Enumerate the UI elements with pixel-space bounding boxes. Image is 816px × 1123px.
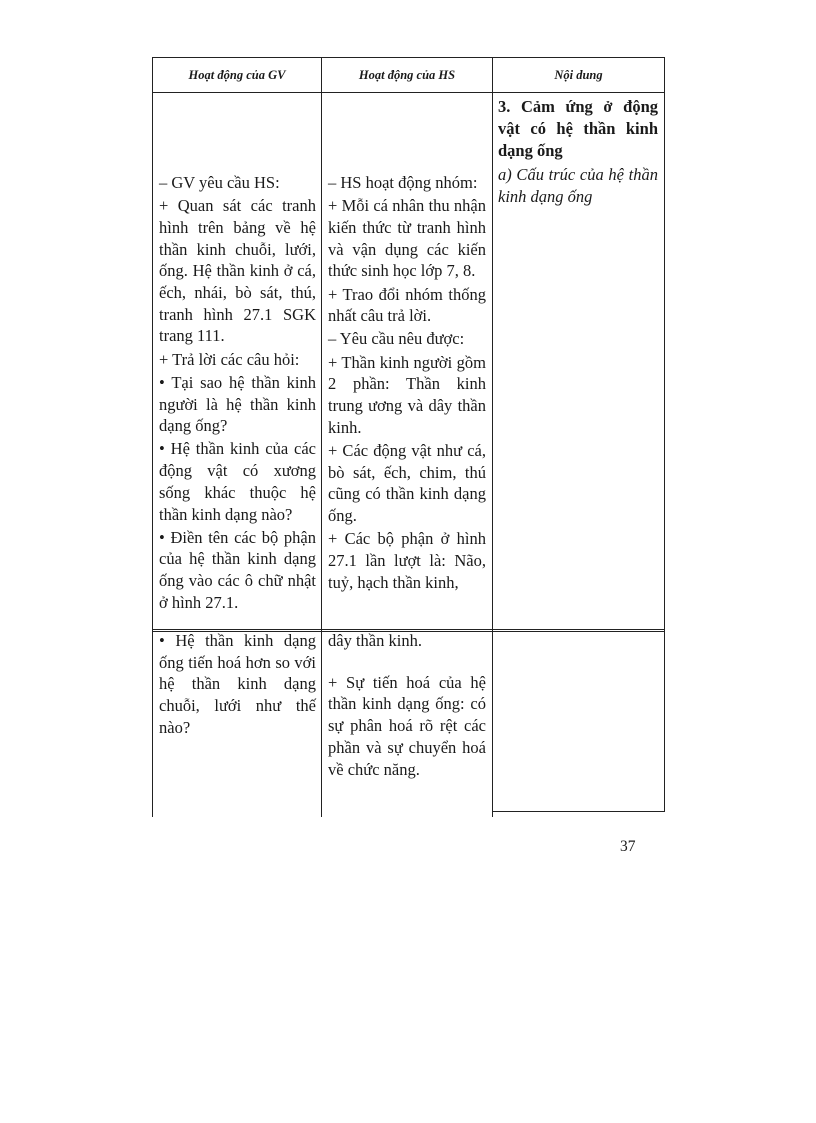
hs-paragraph: + Các bộ phận ở hình 27.1 lần lượt là: Não, tuỷ, hạch thần kinh,: [328, 529, 486, 592]
gv-paragraph: • Tại sao hệ thần kinh người là hệ thần kinh dạng ống?: [159, 372, 316, 436]
gv-paragraph: + Quan sát các tranh hình trên bảng về hệ thần kinh chuỗi, lưới, ống. Hệ thần kinh ở cá, ếch, nhái, bò sát, thú, tranh hình 27.1 SGK trang 111.: [159, 196, 316, 346]
header-gv: Hoạt động của GV: [188, 68, 286, 82]
row1-hs-cell: [328, 172, 486, 595]
subsection-heading: a) Cấu trúc của hệ thần kinh dạng ống: [498, 164, 658, 206]
hs-paragraph: – Yêu cầu nêu được:: [328, 329, 465, 349]
hs-paragraph: + Sự tiến hoá của hệ thần kinh dạng ống: có sự phân hoá rõ rệt các phần và sự chuyển hoá về chức năng.: [328, 672, 486, 779]
gv-paragraph: • Điền tên các bộ phận của hệ thần kinh dạng ống vào các ô chữ nhật ở hình 27.1.: [159, 527, 316, 612]
table-border-right: [664, 57, 665, 812]
gv-paragraph: + Trả lời các câu hỏi:: [159, 349, 300, 369]
hs-paragraph: + Thần kinh người gồm 2 phần: Thần kinh trung ương và dây thần kinh.: [328, 352, 486, 437]
header-hs: Hoạt động của HS: [358, 68, 456, 82]
table-divider-2: [492, 57, 493, 817]
hs-paragraph: + Các động vật như cá, bò sát, ếch, chim, thú cũng có thần kinh dạng ống.: [328, 440, 486, 526]
header-separator: [152, 92, 665, 93]
row2-hs-cell: [328, 630, 486, 782]
hs-paragraph: – HS hoạt động nhóm:: [328, 173, 478, 192]
row1-content-cell: [498, 96, 658, 209]
row2-gv-cell: [159, 630, 316, 740]
row1-gv-cell: [159, 172, 316, 615]
gv-paragraph: • Hệ thần kinh của các động vật có xương sống khác thuộc hệ thần kinh dạng nào?: [159, 439, 316, 524]
hs-paragraph: + Trao đổi nhóm thống nhất câu trả lời.: [328, 284, 486, 326]
hs-continuation: dây thần kinh.: [328, 631, 422, 650]
page-number: 37: [620, 838, 636, 855]
hs-paragraph: + Mỗi cá nhân thu nhận kiến thức từ tranh hình và vận dụng các kiến thức sinh học lớp 7, 8.: [328, 196, 486, 281]
section-heading: 3. Cảm ứng ở động vật có hệ thần kinh dạng ống: [498, 97, 658, 160]
header-content: Nội dung: [554, 68, 603, 82]
table-border-left: [152, 57, 153, 817]
gv-paragraph: • Hệ thần kinh dạng ống tiến hoá hơn so với hệ thần kinh dạng chuỗi, lưới như thế nào?: [159, 631, 316, 737]
gv-paragraph: – GV yêu cầu HS:: [159, 173, 280, 192]
content-cell-bottom: [492, 811, 665, 812]
table-divider-1: [321, 57, 322, 817]
